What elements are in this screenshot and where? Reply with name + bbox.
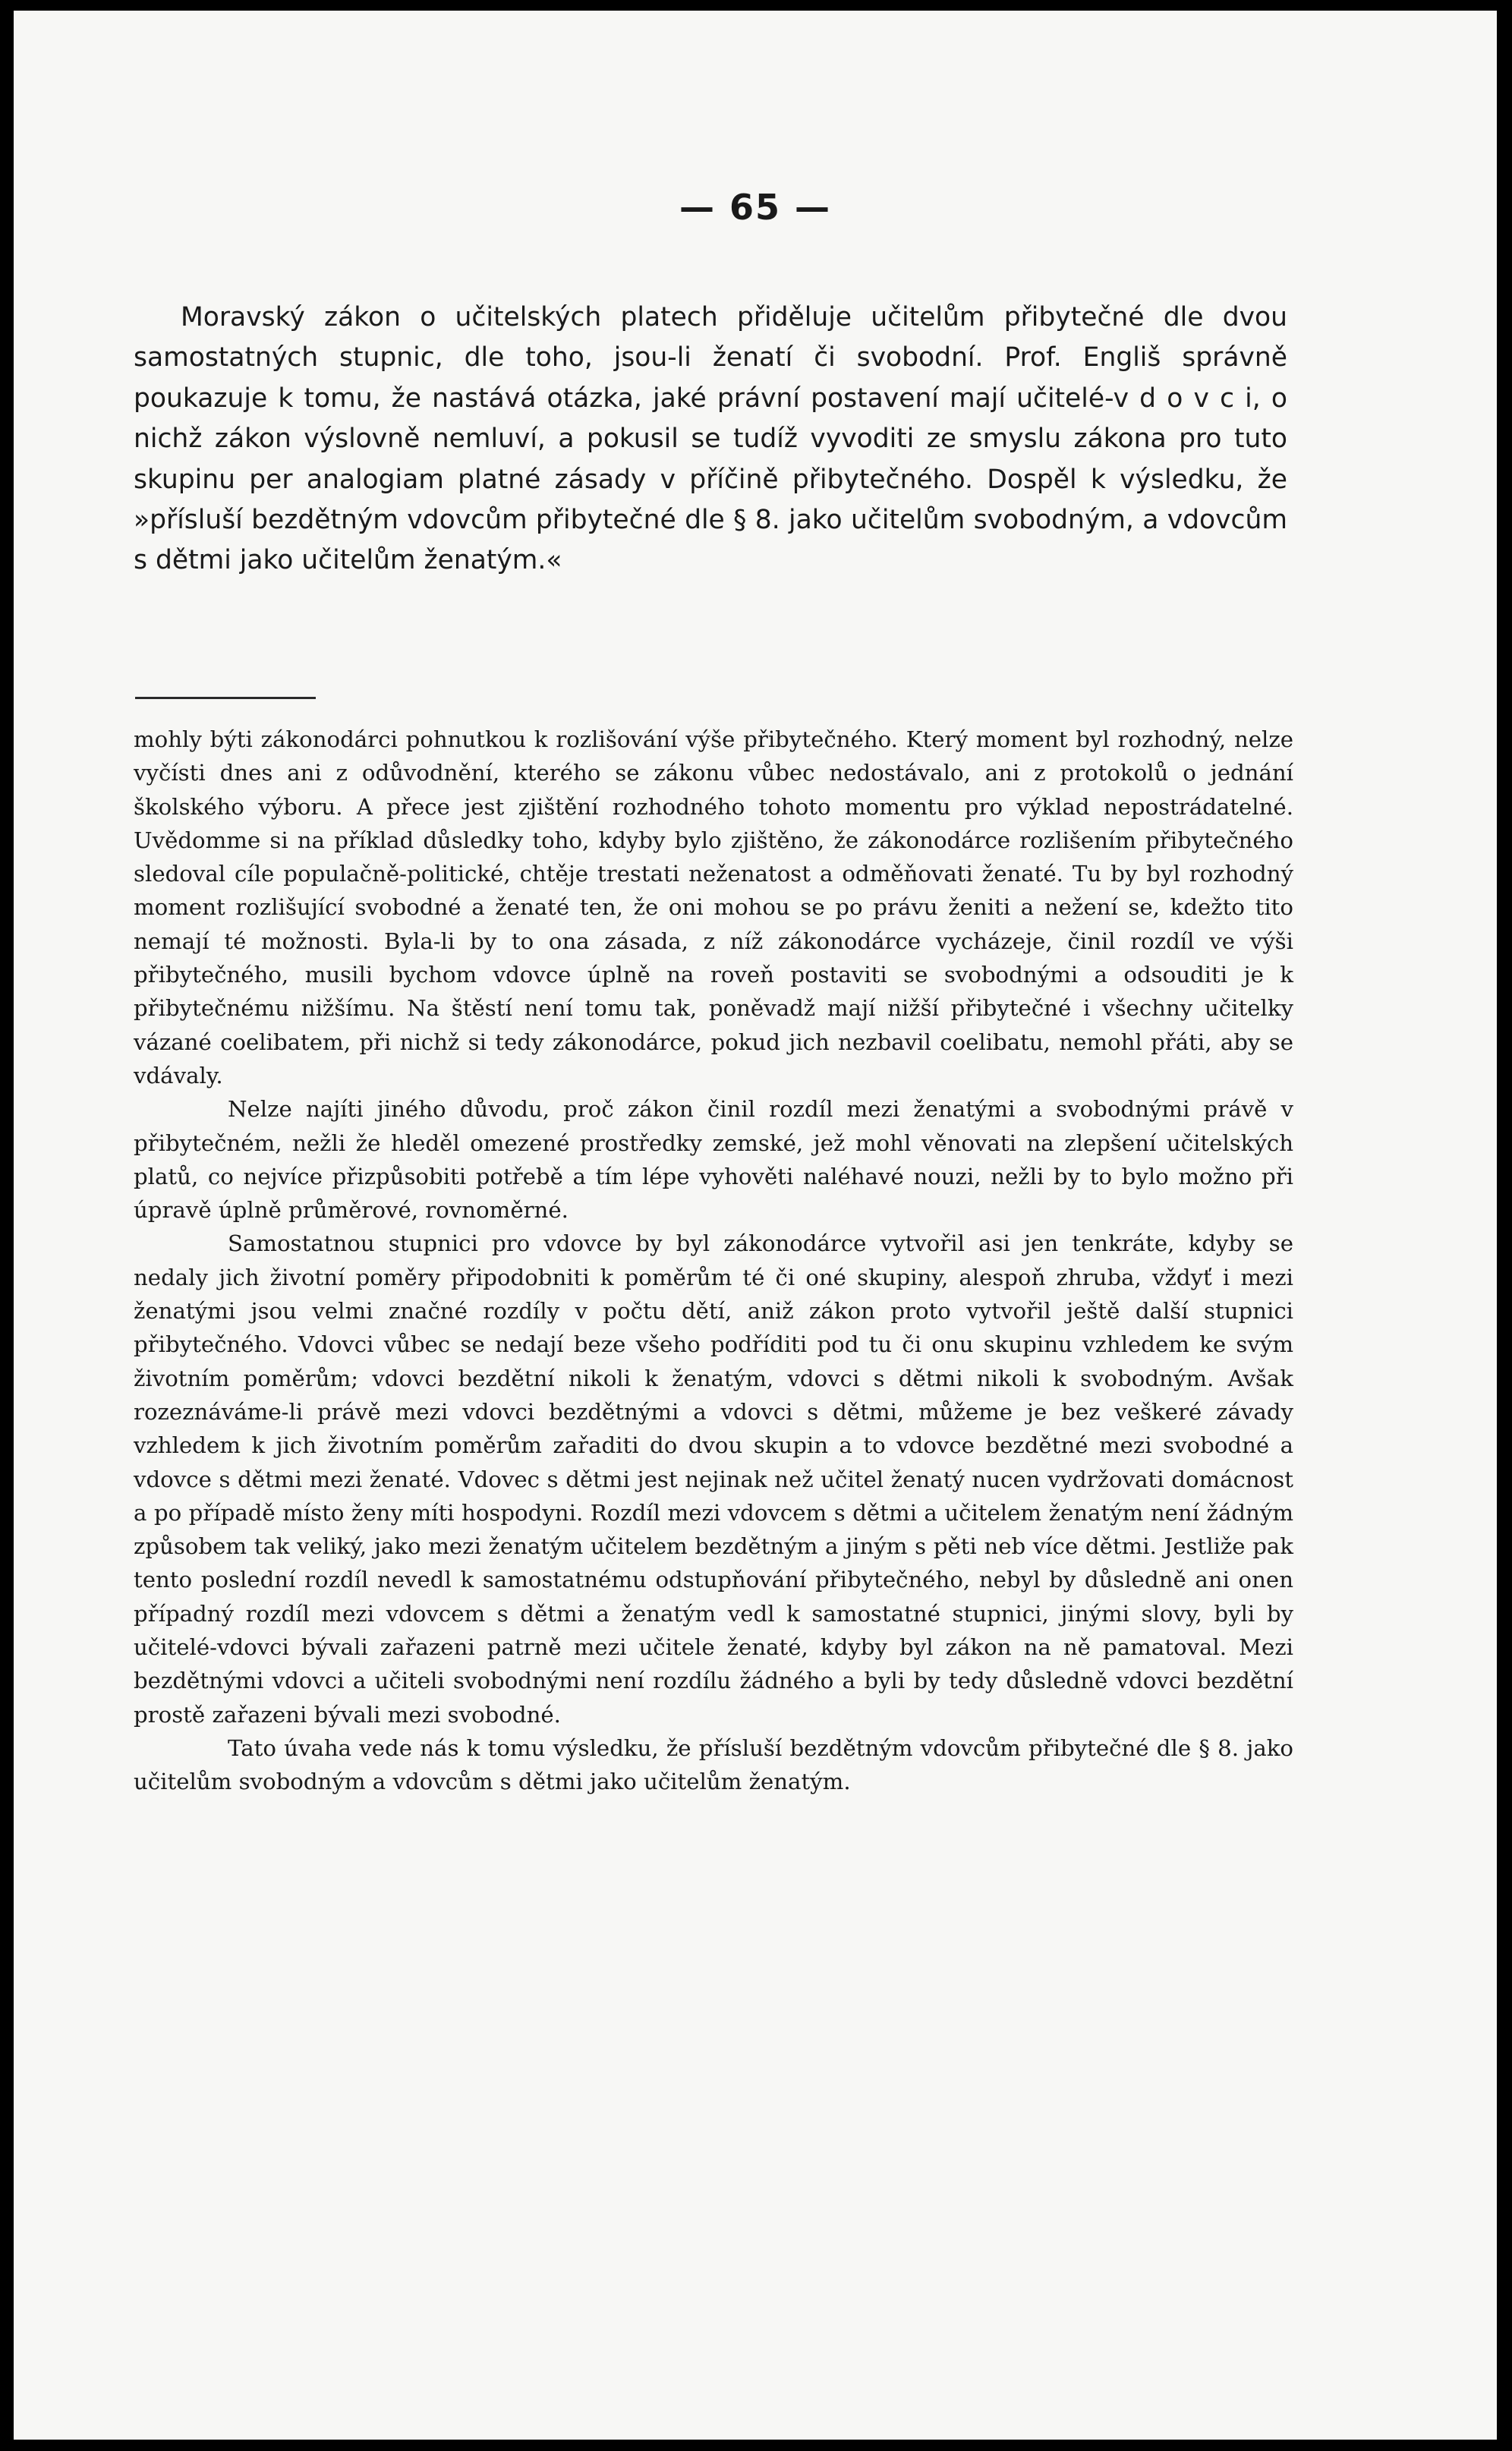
footnote-divider (135, 697, 316, 699)
paragraph-conclusion: Tato úvaha vede nás k tomu výsledku, že přísluší bezdětným vdovcům přibytečné dle § 8. jako učitelům svobodným a vdovcům s dětmi jako učitelům ženatým. (134, 1734, 1293, 1795)
main-text (134, 723, 1293, 1799)
quoted-paragraph (134, 298, 1287, 581)
quoted-paragraph-text: Moravský zákon o učitelských platech přiděluje učitelům přibytečné dle dvou samostatných stupnic, dle toho, jsou-li ženatí či svobodní. Prof. Engliš správně poukazuje k tomu, že nastává otázka, jaké právní postavení mají učitelé-v d o v c i, o nichž zákon výslovně nemluví, a pokusil se tudíž vyvoditi ze smyslu zákona pro tuto skupinu per analogiam platné zásady v příčině přibytečného. Dospěl k výsledku, že »přísluší bezdětným vdovcům přibytečné dle § 8. jako učitelům svobodným, a vdovcům s dětmi jako učitelům ženatým.« (134, 302, 1287, 576)
page-number: — 65 — (679, 187, 832, 228)
scanned-page (14, 11, 1497, 2440)
paragraph: Nelze najíti jiného důvodu, proč zákon činil rozdíl mezi ženatými a svobodnými právě v přibytečném, nežli že hleděl omezené prostředky zemské, jež mohl věnovati na zlepšení učitelských platů, co nejvíce přizpůsobiti potřebě a tím lépe vyhověti naléhavé nouzi, nežli by to bylo možno při úpravě úplně průměrové, rovnoměrné. (134, 1096, 1293, 1224)
paragraph-continued: mohly býti zákonodárci pohnutkou k rozlišování výše přibytečného. Který moment byl rozhodný, nelze vyčísti dnes ani z odůvodnění, kterého se zákonu vůbec nedostávalo, ani z protokolů o jednání školského výboru. A přece jest zjištění rozhodného tohoto momentu pro výklad nepostrádatelné. Uvědomme si na příklad důsledky toho, kdyby bylo zjištěno, že zákonodárce rozlišením přibytečného sledoval cíle populačně-politické, chtěje trestati neženatost a odměňovati ženaté. Tu by byl rozhodný moment rozlišující svobodné a ženaté ten, že oni mohou se po právu ženiti a nežení se, kdežto tito nemají té možnosti. Byla-li by to ona zásada, z níž zákonodárce vycházeje, činil rozdíl ve výši přibytečného, musili bychom vdovce úplně na roveň postaviti se svobodnými a odsouditi je k přibytečnému nižšímu. Na štěstí není tomu tak, poněvadž mají nižší přibytečné i všechny učitelky vázané coelibatem, při nichž si tedy zákonodárce, pokud jich nezbavil coelibatu, nemohl přáti, aby se vdávaly. (134, 726, 1293, 1088)
paragraph: Samostatnou stupnici pro vdovce by byl zákonodárce vytvořil asi jen tenkráte, kdyby se nedaly jich životní poměry připodobniti k poměrům té či oné skupiny, alespoň zhruba, vždyť i mezi ženatými jsou velmi značné rozdíly v počtu dětí, aniž zákon proto vytvořil ještě další stupnici přibytečného. Vdovci vůbec se nedají beze všeho podříditi pod tu či onu skupinu vzhledem ke svým životním poměrům; vdovci bezdětní nikoli k ženatým, vdovci s dětmi nikoli k svobodným. Avšak rozeznáváme-li právě mezi vdovci bezdětnými a vdovci s dětmi, můžeme je bez veškeré závady vzhledem k jich životním poměrům zařaditi do dvou skupin a to vdovce bezdětné mezi svobodné a vdovce s dětmi mezi ženaté. Vdovec s dětmi jest nejinak než učitel ženatý nucen vydržovati domácnost a po případě místo ženy míti hospodyni. Rozdíl mezi vdovcem s dětmi a učitelem ženatým není žádným způsobem tak veliký, jako mezi ženatým učitelem bezdětným a jiným s pěti neb více dětmi. Jestliže pak tento poslední rozdíl nevedl k samostatnému odstupňování přibytečného, nebyl by důsledně ani onen případný rozdíl mezi vdovcem s dětmi a ženatým vedl k samostatné stupnici, jinými slovy, byli by učitelé-vdovci bývali zařazeni patrně mezi učitele ženaté, kdyby byl zákon na ně pamatoval. Mezi bezdětnými vdovci a učiteli svobodnými není rozdílu žádného a byli by tedy důsledně vdovci bezdětní prostě zařazeni bývali mezi svobodné. (134, 1230, 1293, 1728)
